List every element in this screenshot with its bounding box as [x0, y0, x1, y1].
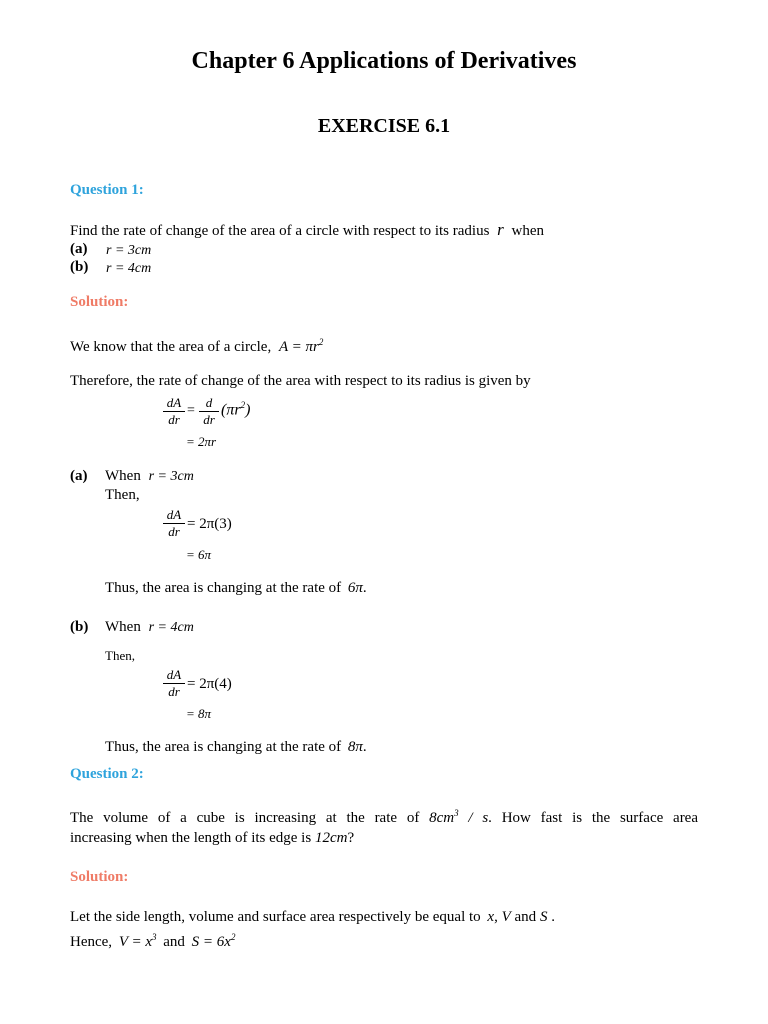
fraction-d-dr	[199, 396, 219, 427]
rate-exp: 3	[454, 808, 459, 818]
s1-part-a-then: Then,	[105, 487, 140, 503]
volume-exp: 3	[151, 932, 157, 942]
area-formula-exp: 2	[318, 337, 324, 347]
denominator: dr	[168, 684, 180, 699]
rate-value: 6π	[347, 580, 363, 596]
period: .	[362, 580, 367, 596]
equals-sign: =	[187, 403, 195, 418]
solution-2-line-2	[70, 932, 235, 951]
radius-variable: r	[497, 220, 504, 239]
and-text: and	[163, 934, 185, 950]
solution-2-heading: Solution:	[70, 869, 129, 885]
solution-2-line-1	[70, 909, 555, 926]
period: .	[551, 909, 555, 925]
fraction-dA-dr	[163, 396, 185, 427]
q1-part-a-label: (a)	[70, 241, 88, 257]
part-a-rhs: = 2π(3)	[187, 516, 232, 532]
area-formula-base: A = πr	[278, 339, 319, 355]
edge-length: 12cm	[314, 830, 348, 846]
var-S: S	[539, 909, 548, 925]
numerator: dA	[166, 667, 182, 682]
q2-text-b: . How fast is the surface area	[488, 810, 699, 826]
question-1-when: when	[511, 223, 545, 239]
solution-1-line-1	[70, 337, 323, 356]
question-1-heading: Question 1:	[70, 182, 144, 198]
part-b-rhs: = 2π(4)	[187, 676, 232, 692]
rate-value: 8π	[347, 739, 363, 755]
var-V: V	[501, 909, 511, 925]
question-mark: ?	[347, 830, 355, 846]
part-a-expr: r = 3cm	[148, 469, 194, 484]
s1-part-a-label: (a)	[70, 468, 88, 484]
rate-unit: / s	[458, 810, 489, 826]
comma: ,	[494, 909, 498, 925]
q2-rate	[429, 810, 488, 826]
s1-part-b-then: Then,	[105, 648, 135, 663]
s2-text: Let the side length, volume and surface area respectively be equal to	[70, 909, 481, 925]
solution-1-line-2: Therefore, the rate of change of the area with respect to its radius is given by	[70, 373, 531, 389]
fraction-dA-dr-b	[163, 668, 185, 699]
s1-part-b-label: (b)	[70, 619, 89, 635]
numerator: d	[205, 395, 213, 410]
q1-part-a-expr: r = 3cm	[106, 243, 152, 258]
conclusion-text: Thus, the area is changing at the rate of	[105, 739, 342, 755]
part-a-result: = 6π	[186, 547, 212, 562]
pi-r-base: (πr	[221, 401, 241, 419]
q2-text-a: The volume of a cube is increasing at the rate of	[70, 810, 420, 826]
rate-base: 8cm	[429, 810, 455, 826]
question-2-heading: Question 2:	[70, 766, 144, 782]
part-b-expr: r = 4cm	[148, 620, 194, 635]
s1-part-a-when	[105, 468, 194, 485]
general-result: = 2πr	[186, 434, 217, 449]
part-a-conclusion	[105, 580, 367, 597]
exercise-heading: EXERCISE 6.1	[317, 115, 451, 137]
question-2-line-2	[70, 830, 354, 847]
q1-part-b-label: (b)	[70, 259, 89, 275]
denominator: dr	[168, 412, 180, 427]
q1-part-b-expr: r = 4cm	[106, 261, 152, 276]
conclusion-text: Thus, the area is changing at the rate of	[105, 580, 342, 596]
var-x: x	[487, 909, 495, 925]
question-1-prompt	[70, 220, 544, 240]
area-statement: We know that the area of a circle,	[70, 339, 272, 355]
question-1-text: Find the rate of change of the area of a circle with respect to its radius	[70, 223, 490, 239]
page-title: Chapter 6 Applications of Derivatives	[191, 48, 577, 74]
question-2-line-1-text	[70, 808, 698, 827]
pi-r-squared	[221, 400, 250, 419]
s1-part-b-when	[105, 619, 194, 636]
volume-base: V = x	[118, 934, 152, 950]
part-b-result: = 8π	[186, 706, 212, 721]
question-2-line-1	[70, 808, 698, 827]
when-text: When	[105, 468, 141, 484]
period: .	[362, 739, 367, 755]
part-b-conclusion	[105, 739, 367, 756]
surface-base: S = 6x	[191, 934, 231, 950]
surface-formula	[192, 934, 236, 950]
hence-text: Hence,	[70, 934, 113, 950]
fraction-dA-dr-a	[163, 508, 185, 539]
when-text: When	[105, 619, 141, 635]
q2-text-c: increasing when the length of its edge is	[70, 830, 312, 846]
numerator: dA	[166, 395, 182, 410]
volume-formula	[119, 934, 157, 950]
denominator: dr	[168, 524, 180, 539]
pi-r-exp: 2	[240, 400, 246, 410]
surface-exp: 2	[230, 932, 236, 942]
area-formula	[279, 339, 323, 355]
denominator: dr	[203, 412, 215, 427]
solution-1-heading: Solution:	[70, 294, 129, 310]
numerator: dA	[166, 507, 182, 522]
close-paren: )	[245, 401, 251, 419]
and-text: and	[514, 909, 537, 925]
